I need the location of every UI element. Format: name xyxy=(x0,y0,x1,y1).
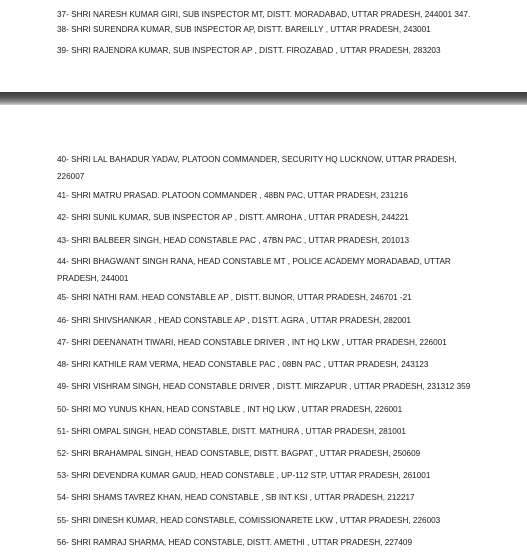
page-break-divider xyxy=(0,92,527,105)
list-item: 46- SHRI SHIVSHANKAR , HEAD CONSTABLE AP , D1STT. AGRA , UTTAR PRADESH, 282001 xyxy=(57,316,411,325)
list-item: 44- SHRI BHAGWANT SINGH RANA, HEAD CONSTABLE MT , POLICE ACADEMY MORADABAD, UTTAR PRADESH, 244001 xyxy=(57,257,451,283)
document-page-bottom xyxy=(0,105,527,553)
document-page-top xyxy=(0,0,527,92)
list-item: 43- SHRI BALBEER SINGH, HEAD CONSTABLE PAC , 47BN PAC , UTTAR PRADESH, 201013 xyxy=(57,236,410,245)
list-item: 42- SHRI SUNIL KUMAR, SUB INSPECTOR AP , DISTT. AMROHA , UTTAR PRADESH, 244221 xyxy=(57,213,409,222)
list-item: 47- SHRI DEENANATH TIWARI, HEAD CONSTABLE DRIVER , INT HQ LKW , UTTAR PRADESH, 226001 xyxy=(57,338,447,347)
list-item: 41- SHRI MATRU PRASAD. PLATOON COMMANDER , 48BN PAC, UTTAR PRADESH, 231216 xyxy=(57,191,408,200)
list-item: 53- SHRI DEVENDRA KUMAR GAUD, HEAD CONSTABLE , UP-112 STP, UTTAR PRADESH, 261001 xyxy=(57,471,431,480)
list-item: 48- SHRI KATHILE RAM VERMA, HEAD CONSTABLE PAC , 08BN PAC , UTTAR PRADESH, 243123 xyxy=(57,360,429,369)
list-item: 52- SHRI BRAHAMPAL SINGH, HEAD CONSTABLE, DISTT. BAGPAT , UTTAR PRADESH, 250609 xyxy=(57,449,421,458)
list-item: 50- SHRI MO YUNUS KHAN, HEAD CONSTABLE , INT HQ LKW , UTTAR PRADESH, 226001 xyxy=(57,405,403,414)
list-item: 38- SHRI SURENDRA KUMAR, SUB INSPECTOR AP, DISTT. BAREILLY , UTTAR PRADESH, 243001 xyxy=(57,25,431,34)
list-item: 49- SHRI VISHRAM SINGH, HEAD CONSTABLE DRIVER , DISTT. MIRZAPUR , UTTAR PRADESH, 231312 359 xyxy=(57,382,471,391)
list-item: 45- SHRI NATHI RAM. HEAD CONSTABLE AP , DISTT. BIJNOR, UTTAR PRADESH, 246701 -21 xyxy=(57,293,412,302)
list-item: 55- SHRI DINESH KUMAR, HEAD CONSTABLE, COMISSIONARETE LKW , UTTAR PRADESH, 226003 xyxy=(57,516,441,525)
list-item: 39- SHRI RAJENDRA KUMAR, SUB INSPECTOR AP , DISTT. FIROZABAD , UTTAR PRADESH, 283203 xyxy=(57,46,441,55)
list-item: 56- SHRI RAMRAJ SHARMA, HEAD CONSTABLE, DISTT. AMETHI , UTTAR PRADESH, 227409 xyxy=(57,538,413,547)
list-item: 37- SHRI NARESH KUMAR GIRI, SUB INSPECTOR MT, DISTT. MORADABAD, UTTAR PRADESH, 244001 347. xyxy=(57,10,471,19)
list-item: 51- SHRI OMPAL SINGH, HEAD CONSTABLE, DISTT. MATHURA , UTTAR PRADESH, 281001 xyxy=(57,427,406,436)
list-item: 40- SHRI LAL BAHADUR YADAV, PLATOON COMMANDER, SECURITY HQ LUCKNOW, UTTAR PRADESH, 226007 xyxy=(57,155,457,181)
list-item: 54- SHRI SHAMS TAVREZ KHAN, HEAD CONSTABLE , SB INT KSI , UTTAR PRADESH, 212217 xyxy=(57,493,415,502)
